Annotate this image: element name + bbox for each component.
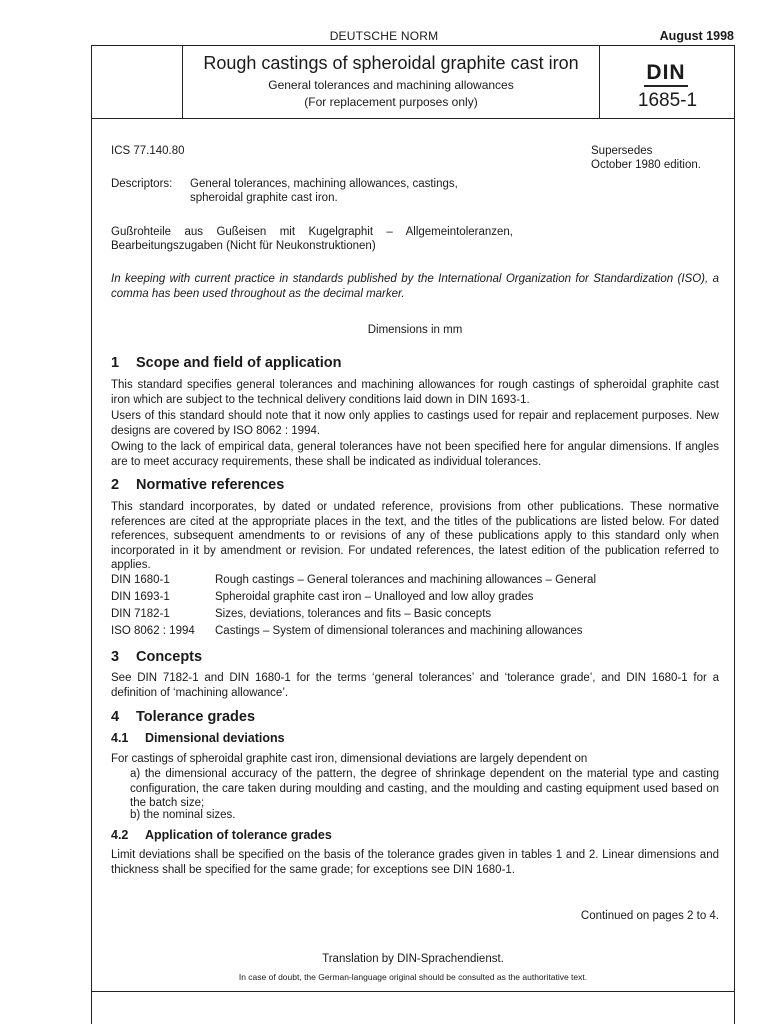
section-3-title: Concepts [136,649,203,665]
reference-code: DIN 1693-1 [111,591,170,603]
section-1-title: Scope and field of application [136,355,342,371]
reference-code: DIN 7182-1 [111,608,170,620]
iso-decimal-note: In keeping with current practice in standards published by the International Organization for Standardization (ISO), a comma has been used throughout as the decimal marker. [111,273,719,300]
section-4-1-item-b: b) the nominal sizes. [130,809,236,821]
section-4-title: Tolerance grades [136,709,256,725]
section-3-heading [111,649,202,665]
section-1-paragraph-3: Owing to the lack of empirical data, general tolerances have not been specified here for angular dimensions. If angles are to meet accuracy requirements, these shall be indicated as individual tolerances. [111,441,719,468]
reference-row [111,608,721,620]
section-1-heading [111,355,341,371]
document-subtitle-note: (For replacement purposes only) [304,95,478,109]
din-logo-text: DIN [644,62,687,87]
section-4-1-heading [111,731,285,745]
descriptors-line-2: spheroidal graphite cast iron. [190,192,338,204]
section-4-1-title: Dimensional deviations [145,731,285,745]
section-4-2-number: 4.2 [111,828,129,842]
section-2-title: Normative references [136,477,285,493]
section-4-1-item-a: a) the dimensional accuracy of the pattern, the degree of shrinkage dependent on the material type and casting configuration, the care taken during moulding and casting, and the moulding and casting equipment used based on the batch size; [130,768,719,809]
section-4-1-paragraph: For castings of spheroidal graphite cast iron, dimensional deviations are largely dependent on [111,753,588,765]
authoritative-text-note: In case of doubt, the German-language original should be consulted as the authoritative text. [238,972,588,982]
reference-code: DIN 1680-1 [111,574,170,586]
reference-title: Castings – System of dimensional tolerances and machining allowances [215,625,583,637]
title-block-divider [91,118,735,119]
section-4-number: 4 [111,709,120,725]
section-4-2-title: Application of tolerance grades [145,828,332,842]
section-4-1-number: 4.1 [111,731,129,745]
reference-row [111,591,721,603]
supersedes-edition: October 1980 edition. [591,159,701,171]
section-2-heading [111,477,284,493]
section-4-heading [111,709,255,725]
german-title-line-2: Bearbeitungszugaben (Nicht für Neukonstruktionen) [111,240,376,252]
section-1-paragraph-1: This standard specifies general tolerances and machining allowances for rough castings of spheroidal graphite cast iron which are subject to the technical delivery conditions laid down in DIN 1693-1. [111,379,719,406]
ics-code: ICS 77.140.80 [111,145,185,157]
continued-note: Continued on pages 2 to 4. [580,910,719,922]
reference-row [111,574,721,586]
reference-title: Rough castings – General tolerances and machining allowances – General [215,574,597,586]
section-3-paragraph-1: See DIN 7182-1 and DIN 1680-1 for the terms ‘general tolerances’ and ‘tolerance grade’, and DIN 1680-1 for a definition of ‘machining allowance’. [111,672,719,699]
reference-row [111,625,721,637]
document-subtitle: General tolerances and machining allowances [268,78,514,92]
section-2-number: 2 [111,477,120,493]
dimensions-note: Dimensions in mm [367,324,463,336]
translation-credit: Translation by DIN-Sprachendienst. [322,953,504,965]
section-4-2-paragraph: Limit deviations shall be specified on the basis of the tolerance grades given in tables 1 and 2. Linear dimensions and thickness shall be specified for the same grade; for exceptions see DIN 1680-1. [111,849,719,876]
section-3-number: 3 [111,649,120,665]
section-2-paragraph-1: This standard incorporates, by dated or undated reference, provisions from other publications. These normative references are cited at the appropriate places in the text, and the titles of the publications are listed below. For dated references, subsequent amendments to or revisions of any of these publications apply to this standard only when incorporated in it by amendment or revision. For undated references, the latest edition of the publication referred to applies. [111,501,719,571]
reference-code: ISO 8062 : 1994 [111,625,195,637]
reference-title: Sizes, deviations, tolerances and fits – Basic concepts [215,608,492,620]
din-logo [640,62,692,87]
section-1-number: 1 [111,355,120,371]
descriptors-line-1: General tolerances, machining allowances, castings, [190,178,458,190]
descriptors-label: Descriptors: [111,178,173,190]
din-number: 1685-1 [637,90,698,111]
footer-divider [91,991,735,992]
document-title: Rough castings of spheroidal graphite cast iron [203,53,579,73]
issue-date: August 1998 [659,29,734,43]
german-title-line-1: Gußrohteile aus Gußeisen mit Kugelgraphit – Allgemeintoleranzen, [111,226,513,238]
section-4-2-heading [111,828,332,842]
norm-label: DEUTSCHE NORM [329,29,439,43]
supersedes-label: Supersedes [591,145,653,157]
reference-title: Spheroidal graphite cast iron – Unalloyed and low alloy grades [215,591,534,603]
section-1-paragraph-2: Users of this standard should note that it now only applies to castings used for repair and replacement purposes. New designs are covered by ISO 8062 : 1994. [111,410,719,437]
